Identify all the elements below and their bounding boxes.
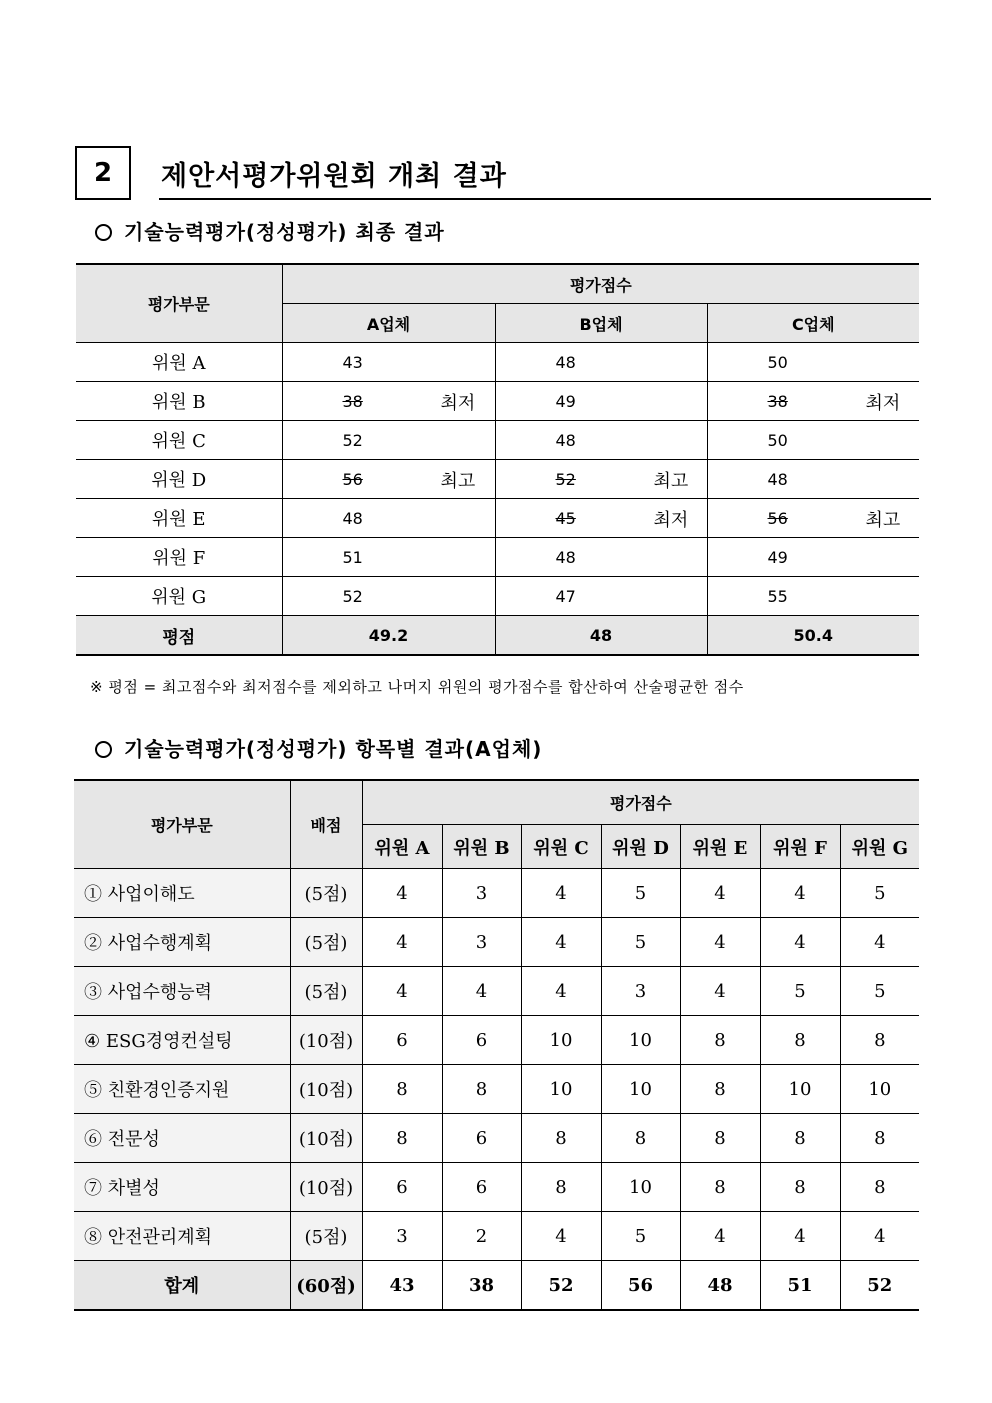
- total-row: [74, 1261, 919, 1311]
- item-score: 8: [362, 1114, 442, 1163]
- score-cell: [495, 382, 707, 421]
- header-member: 위원 B: [442, 825, 521, 869]
- item-result-table: [74, 779, 919, 1311]
- score-cell: [282, 577, 495, 616]
- item-label: ⑧ 안전관리계획: [74, 1212, 290, 1261]
- header-company-b: B업체: [495, 304, 707, 343]
- score-value: 55: [767, 586, 788, 606]
- score-cell: [282, 499, 495, 538]
- item-row: [74, 967, 919, 1016]
- item-score: 8: [362, 1065, 442, 1114]
- header-member: 위원 A: [362, 825, 442, 869]
- total-score: 52: [521, 1261, 601, 1311]
- item-score: 4: [521, 918, 601, 967]
- score-cell: [707, 343, 919, 382]
- score-cell: [282, 421, 495, 460]
- item-score: 5: [760, 967, 840, 1016]
- item-score: 8: [680, 1016, 760, 1065]
- score-cell: [707, 538, 919, 577]
- header-company-c: C업체: [707, 304, 919, 343]
- total-label: 합계: [74, 1261, 290, 1311]
- average-value: 48: [495, 616, 707, 656]
- header-member: 위원 G: [840, 825, 919, 869]
- section-header: [75, 146, 931, 200]
- item-score: 8: [442, 1065, 521, 1114]
- item-score: 8: [680, 1163, 760, 1212]
- item-score: 5: [840, 967, 919, 1016]
- item-score: 6: [362, 1163, 442, 1212]
- score-value: 52: [342, 430, 363, 450]
- member-label: 위원 D: [76, 460, 282, 499]
- item-score: 8: [521, 1163, 601, 1212]
- item-allocation: (5점): [290, 918, 362, 967]
- extreme-mark: 최저: [440, 393, 476, 414]
- item-score: 4: [760, 1212, 840, 1261]
- item-score: 10: [521, 1065, 601, 1114]
- item-score: 8: [601, 1114, 680, 1163]
- item-row: [74, 869, 919, 918]
- header-member: 위원 F: [760, 825, 840, 869]
- member-label: 위원 A: [76, 343, 282, 382]
- item-score: 6: [362, 1016, 442, 1065]
- item-label: ③ 사업수행능력: [74, 967, 290, 1016]
- circle-bullet-icon: [95, 741, 112, 758]
- score-value: 50: [767, 352, 788, 372]
- excluded-score: 38: [767, 391, 788, 411]
- total-score: 56: [601, 1261, 680, 1311]
- item-score: 3: [442, 918, 521, 967]
- circle-bullet-icon: [95, 224, 112, 241]
- final-result-heading: [95, 216, 445, 245]
- item-score: 8: [760, 1163, 840, 1212]
- item-score: 8: [840, 1114, 919, 1163]
- item-score: 4: [442, 967, 521, 1016]
- item-score: 8: [680, 1114, 760, 1163]
- score-cell: [707, 460, 919, 499]
- item-score: 4: [362, 967, 442, 1016]
- item-score: 6: [442, 1114, 521, 1163]
- item-result-heading: [95, 733, 542, 762]
- item-score: 10: [601, 1163, 680, 1212]
- header-allocation: 배점: [290, 780, 362, 869]
- average-value: 49.2: [282, 616, 495, 656]
- score-value: 49: [555, 391, 576, 411]
- excluded-score: 56: [767, 508, 788, 528]
- item-score: 8: [521, 1114, 601, 1163]
- total-score: 52: [840, 1261, 919, 1311]
- item-allocation: (5점): [290, 967, 362, 1016]
- extreme-mark: 최고: [440, 471, 476, 492]
- item-allocation: (10점): [290, 1163, 362, 1212]
- item-score: 10: [601, 1065, 680, 1114]
- item-allocation: (10점): [290, 1016, 362, 1065]
- item-score: 10: [521, 1016, 601, 1065]
- header-member: 위원 D: [601, 825, 680, 869]
- score-cell: [495, 538, 707, 577]
- item-score: 5: [601, 1212, 680, 1261]
- score-cell: [495, 577, 707, 616]
- item-row: [74, 1114, 919, 1163]
- member-label: 위원 E: [76, 499, 282, 538]
- score-cell: [282, 343, 495, 382]
- member-row: [76, 499, 919, 538]
- item-allocation: (5점): [290, 1212, 362, 1261]
- item-score: 8: [760, 1114, 840, 1163]
- item-score: 10: [601, 1016, 680, 1065]
- item-score: 4: [760, 918, 840, 967]
- final-result-heading-text: 기술능력평가(정성평가) 최종 결과: [124, 220, 445, 244]
- member-label: 위원 G: [76, 577, 282, 616]
- item-label: ① 사업이해도: [74, 869, 290, 918]
- item-score: 8: [760, 1016, 840, 1065]
- item-score: 4: [680, 918, 760, 967]
- final-result-rows: [76, 343, 919, 616]
- excluded-score: 38: [342, 391, 363, 411]
- score-cell: [282, 460, 495, 499]
- item-score: 6: [442, 1016, 521, 1065]
- member-row: [76, 538, 919, 577]
- score-cell: [495, 460, 707, 499]
- item-allocation: (10점): [290, 1114, 362, 1163]
- item-row: [74, 1065, 919, 1114]
- member-label: 위원 B: [76, 382, 282, 421]
- member-row: [76, 382, 919, 421]
- item-label: ④ ESG경영컨설팅: [74, 1016, 290, 1065]
- member-row: [76, 460, 919, 499]
- header-member: 위원 E: [680, 825, 760, 869]
- score-cell: [707, 499, 919, 538]
- score-value: 48: [555, 352, 576, 372]
- item-label: ⑥ 전문성: [74, 1114, 290, 1163]
- score-cell: [282, 382, 495, 421]
- item-score: 4: [760, 869, 840, 918]
- item-score: 4: [521, 1212, 601, 1261]
- score-value: 52: [342, 586, 363, 606]
- score-value: 50: [767, 430, 788, 450]
- item-label: ⑤ 친환경인증지원: [74, 1065, 290, 1114]
- member-row: [76, 343, 919, 382]
- item-score: 4: [680, 967, 760, 1016]
- score-value: 48: [555, 430, 576, 450]
- item-score: 4: [680, 1212, 760, 1261]
- item-score: 3: [601, 967, 680, 1016]
- score-value: 51: [342, 547, 363, 567]
- total-score: 43: [362, 1261, 442, 1311]
- item-score: 8: [840, 1163, 919, 1212]
- item-score: 4: [362, 918, 442, 967]
- item-score: 5: [601, 869, 680, 918]
- item-label: ⑦ 차별성: [74, 1163, 290, 1212]
- item-result-heading-text: 기술능력평가(정성평가) 항목별 결과(A업체): [124, 737, 543, 761]
- score-cell: [495, 499, 707, 538]
- excluded-score: 56: [342, 469, 363, 489]
- item-score: 8: [840, 1016, 919, 1065]
- extreme-mark: 최저: [865, 393, 901, 414]
- average-value: 50.4: [707, 616, 919, 656]
- total-allocation: (60점): [290, 1261, 362, 1311]
- extreme-mark: 최저: [653, 510, 689, 531]
- section-number: 2: [75, 146, 131, 200]
- score-value: 43: [342, 352, 363, 372]
- item-score: 4: [362, 869, 442, 918]
- score-cell: [495, 343, 707, 382]
- scoring-note: ※ 평점 = 최고점수와 최저점수를 제외하고 나머지 위원의 평가점수를 합산하여 산술평균한 점수: [90, 678, 744, 696]
- item-score: 4: [521, 869, 601, 918]
- score-cell: [707, 382, 919, 421]
- header-member: 위원 C: [521, 825, 601, 869]
- header-category: 평가부문: [76, 264, 282, 343]
- item-score: 2: [442, 1212, 521, 1261]
- item-score: 10: [760, 1065, 840, 1114]
- score-cell: [707, 577, 919, 616]
- item-score: 6: [442, 1163, 521, 1212]
- excluded-score: 52: [555, 469, 576, 489]
- header-category: 평가부문: [74, 780, 290, 869]
- item-row: [74, 1212, 919, 1261]
- member-label: 위원 C: [76, 421, 282, 460]
- score-cell: [282, 538, 495, 577]
- member-label: 위원 F: [76, 538, 282, 577]
- final-result-table: [76, 263, 919, 656]
- total-score: 48: [680, 1261, 760, 1311]
- item-row: [74, 918, 919, 967]
- header-scores: 평가점수: [362, 780, 919, 825]
- extreme-mark: 최고: [865, 510, 901, 531]
- score-value: 48: [555, 547, 576, 567]
- score-value: 48: [342, 508, 363, 528]
- excluded-score: 45: [555, 508, 576, 528]
- score-value: 48: [767, 469, 788, 489]
- item-score: 4: [840, 918, 919, 967]
- item-row: [74, 1016, 919, 1065]
- average-label: 평점: [76, 616, 282, 656]
- section-title: 제안서평가위원회 개최 결과: [161, 161, 507, 192]
- item-score: 3: [442, 869, 521, 918]
- item-score: 3: [362, 1212, 442, 1261]
- section-underline: [159, 198, 931, 200]
- score-cell: [495, 421, 707, 460]
- score-value: 47: [555, 586, 576, 606]
- extreme-mark: 최고: [653, 471, 689, 492]
- item-score: 4: [840, 1212, 919, 1261]
- item-allocation: (5점): [290, 869, 362, 918]
- member-row: [76, 577, 919, 616]
- item-score: 10: [840, 1065, 919, 1114]
- item-allocation: (10점): [290, 1065, 362, 1114]
- item-label: ② 사업수행계획: [74, 918, 290, 967]
- score-cell: [707, 421, 919, 460]
- average-row: [76, 616, 919, 656]
- item-score: 5: [601, 918, 680, 967]
- item-score: 4: [521, 967, 601, 1016]
- member-row: [76, 421, 919, 460]
- item-score: 8: [680, 1065, 760, 1114]
- item-score: 4: [680, 869, 760, 918]
- total-score: 38: [442, 1261, 521, 1311]
- total-score: 51: [760, 1261, 840, 1311]
- item-score: 5: [840, 869, 919, 918]
- header-scores: 평가점수: [282, 264, 919, 304]
- item-row: [74, 1163, 919, 1212]
- score-value: 49: [767, 547, 788, 567]
- header-company-a: A업체: [282, 304, 495, 343]
- item-result-rows: [74, 869, 919, 1261]
